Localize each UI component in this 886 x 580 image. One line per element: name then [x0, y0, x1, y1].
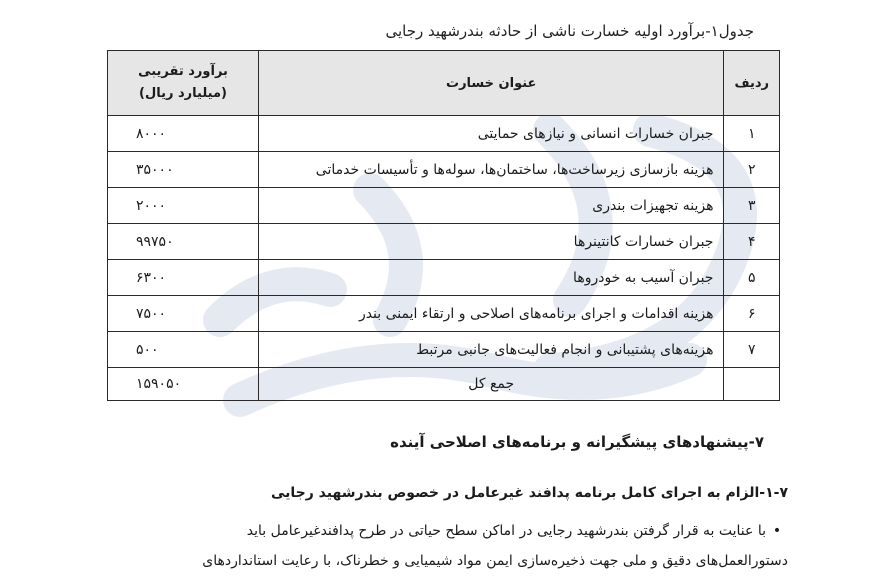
paragraph-line-2: دستورالعمل‌های دقیق و ملی جهت ذخیره‌سازی ایمن مواد شیمیایی و خطرناک، با رعایت استانداردهای	[202, 553, 788, 569]
row-amount: ۹۹۷۵۰	[108, 224, 259, 260]
row-title: هزینه اقدامات و اجرای برنامه‌های اصلاحی و ارتقاء ایمنی بندر	[259, 296, 724, 332]
table-row	[108, 152, 780, 188]
header-amount-line1: برآورد تقریبی	[138, 64, 228, 79]
row-index: ۵	[724, 260, 780, 296]
row-title: جبران آسیب به خودروها	[259, 260, 724, 296]
table-row	[108, 116, 780, 152]
total-amount: ۱۵۹۰۵۰	[108, 368, 259, 401]
table-row	[108, 296, 780, 332]
row-title: جبران خسارات کانتینرها	[259, 224, 724, 260]
row-index: ۲	[724, 152, 780, 188]
section-heading: ۷-پیشنهادهای پیشگیرانه و برنامه‌های اصلاحی آینده	[390, 433, 764, 451]
table-row	[108, 260, 780, 296]
table-row	[108, 332, 780, 368]
table-total-row	[108, 368, 780, 401]
table-header-row	[108, 51, 780, 116]
row-amount: ۷۵۰۰	[108, 296, 259, 332]
row-amount: ۲۰۰۰	[108, 188, 259, 224]
header-index: ردیف	[724, 51, 780, 116]
header-amount	[108, 51, 259, 116]
row-title: هزینه‌های پشتیبانی و انجام فعالیت‌های جانبی مرتبط	[259, 332, 724, 368]
table-caption: جدول۱-برآورد اولیه خسارت ناشی از حادثه بندرشهید رجایی	[385, 22, 754, 40]
row-amount: ۸۰۰۰	[108, 116, 259, 152]
row-title: هزینه تجهیزات بندری	[259, 188, 724, 224]
row-index: ۷	[724, 332, 780, 368]
subsection-heading: ۱-۷-الزام به اجرای کامل برنامه پدافند غیرعامل در خصوص بندرشهید رجایی	[270, 485, 788, 501]
row-index: ۶	[724, 296, 780, 332]
row-title: جبران خسارات انسانی و نیازهای حمایتی	[259, 116, 724, 152]
total-label: جمع کل	[259, 368, 724, 401]
row-index: ۴	[724, 224, 780, 260]
row-amount: ۳۵۰۰۰	[108, 152, 259, 188]
total-index-cell	[724, 368, 780, 401]
table-row	[108, 188, 780, 224]
paragraph-line-1	[98, 516, 788, 546]
header-title: عنوان خسارت	[259, 51, 724, 116]
row-amount: ۶۳۰۰	[108, 260, 259, 296]
body-paragraph	[98, 516, 788, 576]
table-row	[108, 224, 780, 260]
loss-estimate-table	[107, 50, 780, 401]
bullet-icon: •	[772, 523, 782, 539]
row-index: ۳	[724, 188, 780, 224]
row-index: ۱	[724, 116, 780, 152]
row-title: هزینه بازسازی زیرساخت‌ها، ساختمان‌ها، سوله‌ها و تأسیسات خدماتی	[259, 152, 724, 188]
header-amount-line2: (میلیارد ریال)	[139, 86, 227, 101]
row-amount: ۵۰۰	[108, 332, 259, 368]
paragraph-line-1-text: با عنایت به قرار گرفتن بندرشهید رجایی در اماکن سطح حیاتی در طرح پدافندغیرعامل باید	[246, 523, 766, 539]
